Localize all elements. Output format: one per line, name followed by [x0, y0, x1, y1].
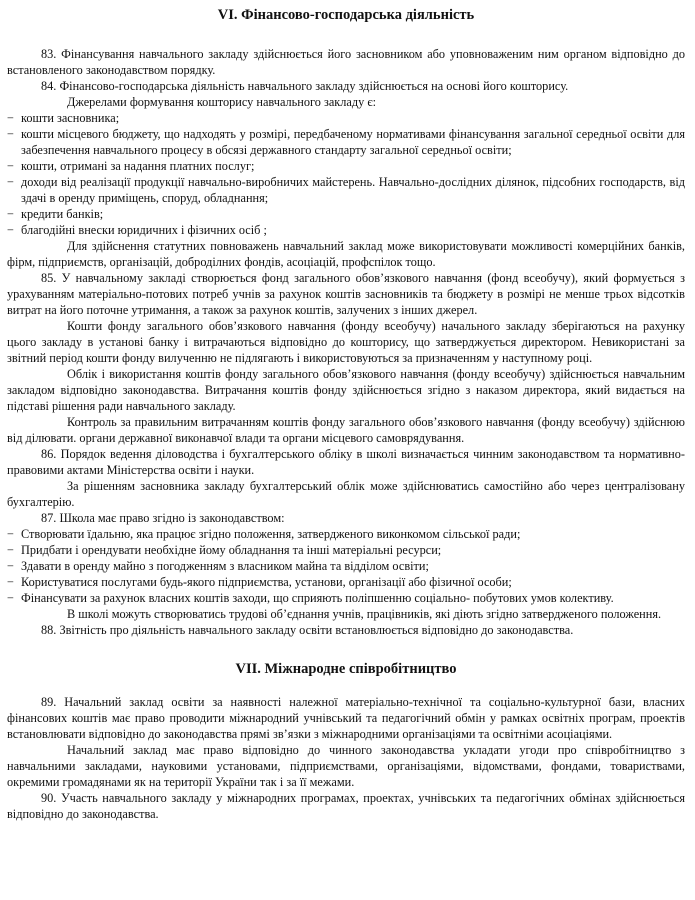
- list-item: − кошти засновника;: [7, 111, 120, 125]
- list-marker: −: [7, 223, 14, 237]
- list-marker: −: [7, 527, 14, 541]
- labor-unions-paragraph: В школі можуть створюватись трудові об’єднання учнів, працівників, які діють згідно затвердженого положення.: [67, 607, 662, 621]
- list-item: − Фінансувати за рахунок власних коштів заходи, що сприяють поліпшенню соціально- побутових умов колективу.: [7, 591, 614, 605]
- list-marker: −: [7, 159, 14, 173]
- paragraph-89: 89. Начальний заклад освіти за наявності належної матеріально-технічної та соціально-культурної бази, власних фінансових коштів має право проводити міжнародний учнівський та педагогічний обмін у рамках освітніх програм, проектів встановлювати відповідно до законодавства прямі зв’язки з міжнародними організаціями та освітніми асоціаціями.: [7, 695, 685, 741]
- section-7-heading: VII. Міжнародне співробітництво: [235, 661, 457, 677]
- sources-list: [7, 110, 685, 238]
- list-item: − кредити банків;: [7, 207, 104, 221]
- list-marker: −: [7, 575, 14, 589]
- list-item: − благодійні внески юридичних і фізичних осіб ;: [7, 223, 267, 237]
- list-item: − Здавати в оренду майно з погодженням з власником майна та відділом освіти;: [7, 559, 429, 573]
- paragraph-84: 84. Фінансово-господарська діяльність навчального закладу здійснюється на основі його кошторису.: [41, 79, 569, 93]
- list-item: − Користуватися послугами будь-якого підприємства, установи, організації або фізичної особи;: [7, 575, 512, 589]
- section-6-heading: VI. Фінансово-господарська діяльність: [217, 7, 475, 23]
- fund-account-paragraph: Кошти фонду загального обов’язкового навчання (фонду всеобучу) начального закладу зберігаються на рахунку цього закладу в установі банку і витрачаються відповідно до кошторису, що затверджується директором. Невикористані за звітний період кошти фонду вилученню не підлягають і використовуються за призначенням у наступному році.: [7, 319, 685, 365]
- list-marker: −: [7, 207, 14, 221]
- list-item: − кошти, отримані за надання платних послуг;: [7, 159, 255, 173]
- sources-intro: Джерелами формування кошторису навчального закладу є:: [67, 95, 377, 109]
- cooperation-agreements-paragraph: Начальний заклад має право відповідно до чинного законодавства укладати угоди про співробітництво з навчальними закладами, науковими установами, підприємствами, організаціями, відомствами, фондами, товариствами, окремими громадянами як на території України так і за її межами.: [7, 743, 685, 789]
- list-marker: −: [7, 127, 14, 141]
- list-item: − Створювати їдальню, яка працює згідно положення, затвердженого виконкомом сільської ради;: [7, 527, 521, 541]
- statutory-powers-paragraph: Для здійснення статутних повноважень навчальний заклад може використовувати можливості комерційних банків, фірм, підприємств, організацій, доброділних фондів, асоціацій, профспілок тощо.: [7, 239, 685, 269]
- list-item: − Придбати і орендувати необхідне йому обладнання та інші матеріальні ресурси;: [7, 543, 442, 557]
- list-marker: −: [7, 559, 14, 573]
- bookkeeping-decision-paragraph: За рішенням засновника закладу бухгалтерський облік може здійснюватись самостійно або через централізовану бухгалтерію.: [7, 479, 685, 509]
- paragraph-83: 83. Фінансування навчального закладу здійснюється його засновником або уповноваженим ним органом відповідно до встановленого законодавством порядку.: [7, 47, 685, 77]
- fund-control-paragraph: Контроль за правильним витрачанням коштів фонду загального обов’язкового навчання (фонду всеобучу) здійснюю від ділювати. органи державної виконавчої влади та органи місцевого самоврядування.: [7, 415, 685, 445]
- paragraph-86: 86. Порядок ведення діловодства і бухгалтерського обліку в школі визначається чинним законодавством та нормативно-правовими актами Міністерства освіти і науки.: [7, 447, 685, 477]
- list-item: − доходи від реалізації продукції навчально-виробничих майстерень. Навчально-дослідних ділянок, підсобних господарств, від здачі в оренду приміщень, споруд, обладнання;: [7, 175, 685, 205]
- list-item: − кошти місцевого бюджету, що надходять у розмірі, передбаченому нормативами фінансування загальної середньої освіти для забезпечення навчального процесу в обсязі державного стандарту загальної середньої освіти;: [7, 127, 685, 157]
- fund-accounting-paragraph: Облік і використання коштів фонду загального обов’язкового навчання (фонду всеобучу) здійснюється навчальним закладом відповідно законодавства. Витрачання коштів фонду здійснюється згідно з наказом директора, який видається на підставі рішення ради навчального закладу.: [7, 367, 685, 413]
- paragraph-85: 85. У навчальному закладі створюється фонд загального обов’язкового навчання (фонд всеобучу), який формується з урахуванням матеріально-потових потреб учнів за рахунок коштів засновників та бюджету в розмірі не менше трьох відсотків витрат на його поточне утримання, а також за рахунок коштів, залучених з інших джерел.: [7, 271, 685, 317]
- list-marker: −: [7, 111, 14, 125]
- list-marker: −: [7, 591, 14, 605]
- list-marker: −: [7, 543, 14, 557]
- list-marker: −: [7, 175, 14, 189]
- paragraph-90: 90. Участь навчального закладу у міжнародних програмах, проектах, учнівських та педагогічних обмінах здійснюється відповідно до законодавства.: [7, 791, 685, 821]
- rights-list: [7, 526, 685, 606]
- paragraph-88: 88. Звітність про діяльність навчального закладу освіти встановлюється відповідно до законодавства.: [41, 623, 574, 637]
- paragraph-87: 87. Школа має право згідно із законодавством:: [41, 511, 285, 525]
